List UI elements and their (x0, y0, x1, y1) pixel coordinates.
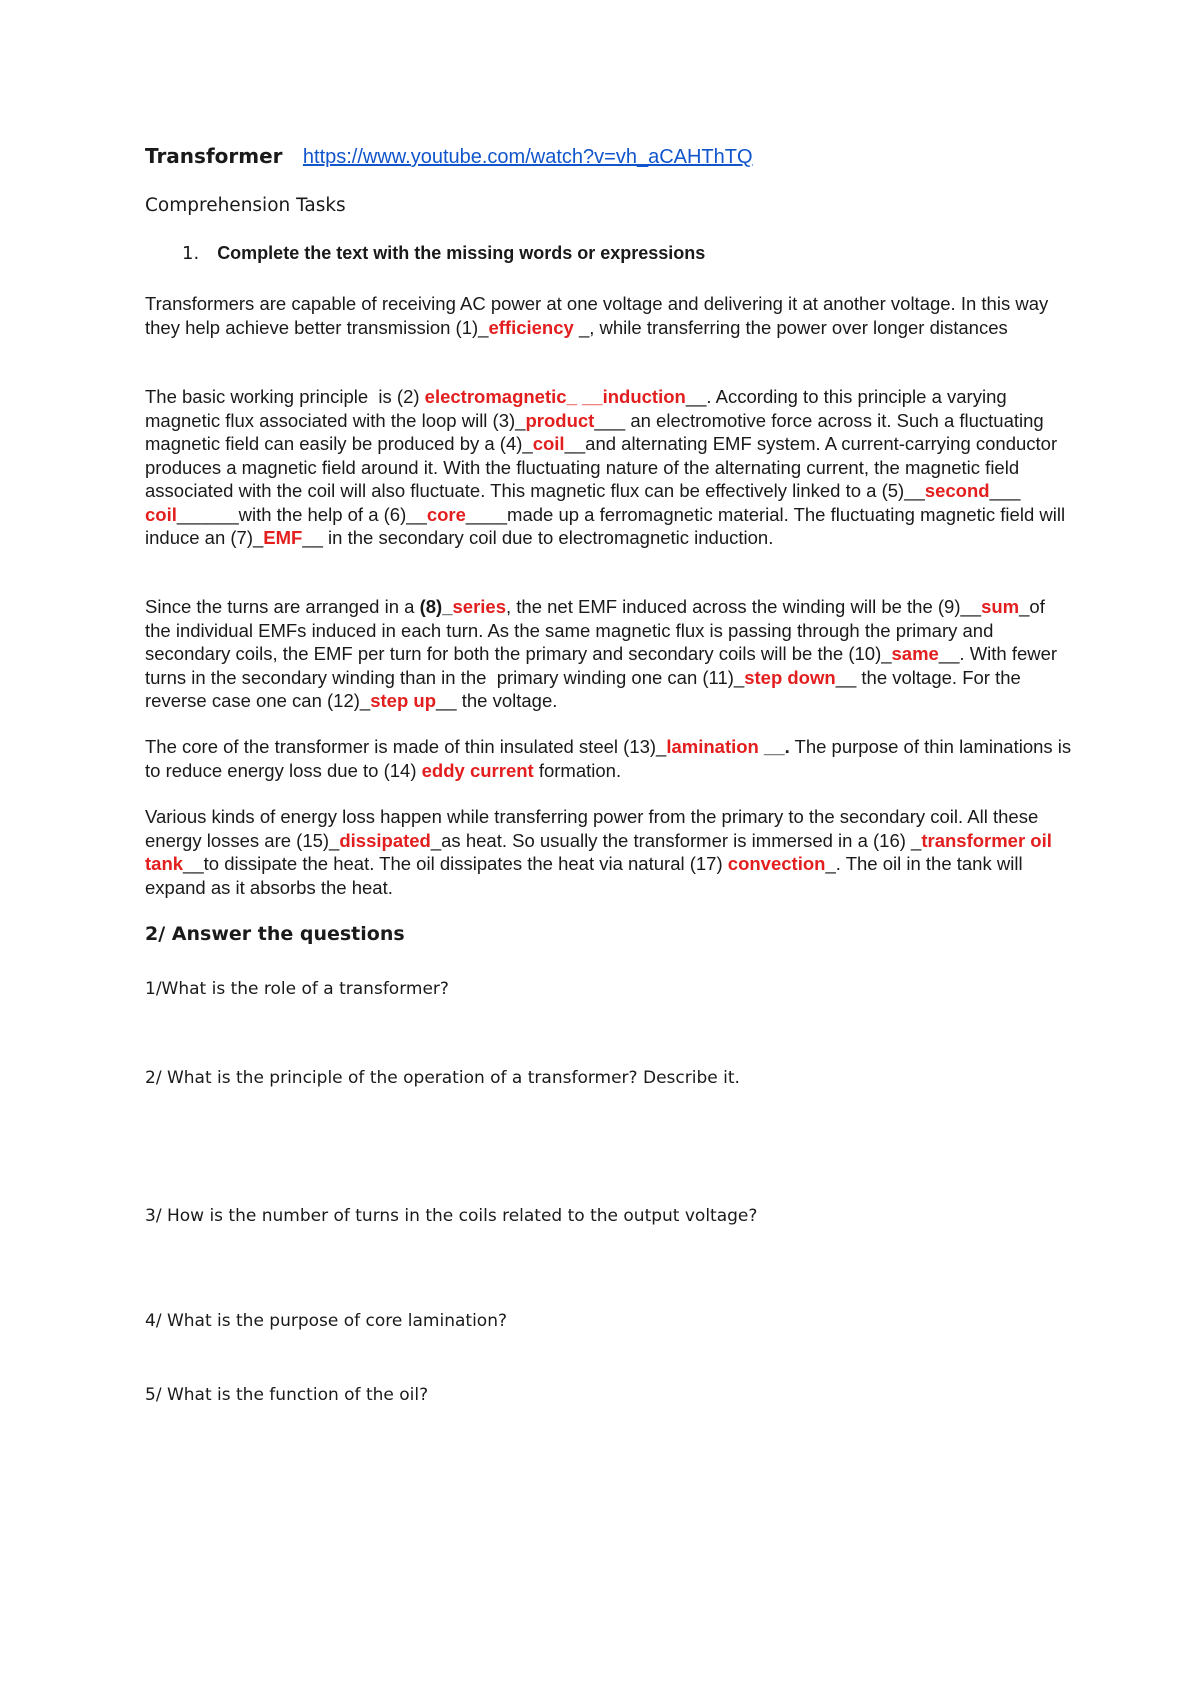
paragraph-2: The basic working principle is (2) electromagnetic_ __induction__. According to this principle a varying magnetic flux associated with the loop will (3)_product___ an electromotive force across it. Such a fluctuating magnetic field can easily be produced by a (4)_coil__and alternating EMF system. A current-carrying conductor produces a magnetic field around it. With the fluctuating nature of the alternating current, the magnetic field associated with the coil will also fluctuate. This magnetic flux can be effectively linked to a (5)__second___ coil______with the help of a (6)__core____made up a ferromagnetic material. The fluctuating magnetic field will induce an (7)_EMF__ in the secondary coil due to electromagnetic induction. (145, 386, 1066, 548)
question-3: 3/ How is the number of turns in the coils related to the output voltage? (145, 1206, 758, 1226)
subtitle: Comprehension Tasks (145, 195, 346, 216)
title-line (145, 144, 753, 169)
document-title: Transformer (145, 144, 283, 168)
answer-17: convection (727, 853, 826, 874)
answer-1: efficiency (488, 316, 574, 338)
answer-8: series (452, 596, 506, 617)
answer-3: product (525, 409, 595, 431)
answer-6: core (426, 503, 466, 525)
answer-4: coil (532, 433, 565, 454)
question-1: 1/What is the role of a transformer? (145, 979, 449, 999)
task1-heading (182, 243, 705, 264)
task1-instruction: Complete the text with the missing words or expressions (217, 243, 706, 263)
question-5: 5/ What is the function of the oil? (145, 1385, 429, 1405)
paragraph-4: The core of the transformer is made of thin insulated steel (13)_lamination __. The purpose of thin laminations is to reduce energy loss due to (14) eddy current formation. (145, 736, 1072, 781)
answer-13: lamination (666, 736, 759, 757)
answer-7: EMF (263, 527, 303, 548)
question-4: 4/ What is the purpose of core lamination? (145, 1311, 507, 1331)
youtube-link[interactable]: https://www.youtube.com/watch?v=vh_aCAHThTQ (302, 146, 753, 168)
answer-15: dissipated (339, 829, 431, 851)
answer-11: step down (744, 666, 836, 688)
answer-5a: second (924, 480, 990, 501)
answer-14: eddy current (421, 759, 534, 781)
paragraph-1: Transformers are capable of receiving AC power at one voltage and delivering it at another voltage. In this way they help achieve better transmission (1)_efficiency _, while transferring the power over longer distances (145, 293, 1049, 338)
paragraph-3: Since the turns are arranged in a (8)_series, the net EMF induced across the winding will be the (9)__sum_of the individual EMFs induced in each turn. As the same magnetic flux is passing through the primary and secondary coils, the EMF per turn for both the primary and secondary coils will be the (10)_same__. With fewer turns in the secondary winding than in the primary winding one can (11)_step down__ the voltage. For the reverse case one can (12)_step up__ the voltage. (145, 596, 1058, 711)
answer-5b: coil (145, 503, 177, 525)
answer-9: sum (981, 596, 1020, 617)
section2-heading: 2/ Answer the questions (145, 923, 405, 945)
answer-2b: induction (602, 386, 686, 407)
question-2: 2/ What is the principle of the operation of a transformer? Describe it. (145, 1068, 740, 1088)
answer-12: step up (370, 690, 436, 711)
answer-2a: electromagnetic (424, 386, 567, 407)
task1-number: 1. (182, 243, 200, 264)
answer-16: transformer oil tank (145, 829, 1052, 874)
answer-10: same (891, 643, 939, 664)
paragraph-5: Various kinds of energy loss happen while transferring power from the primary to the secondary coil. All these energy losses are (15)_dissipated_as heat. So usually the transformer is immersed in a (16) _transformer oil tank__to dissipate the heat. The oil dissipates the heat via natural (17) convection_. The oil in the tank will expand as it absorbs the heat. (145, 806, 1052, 898)
